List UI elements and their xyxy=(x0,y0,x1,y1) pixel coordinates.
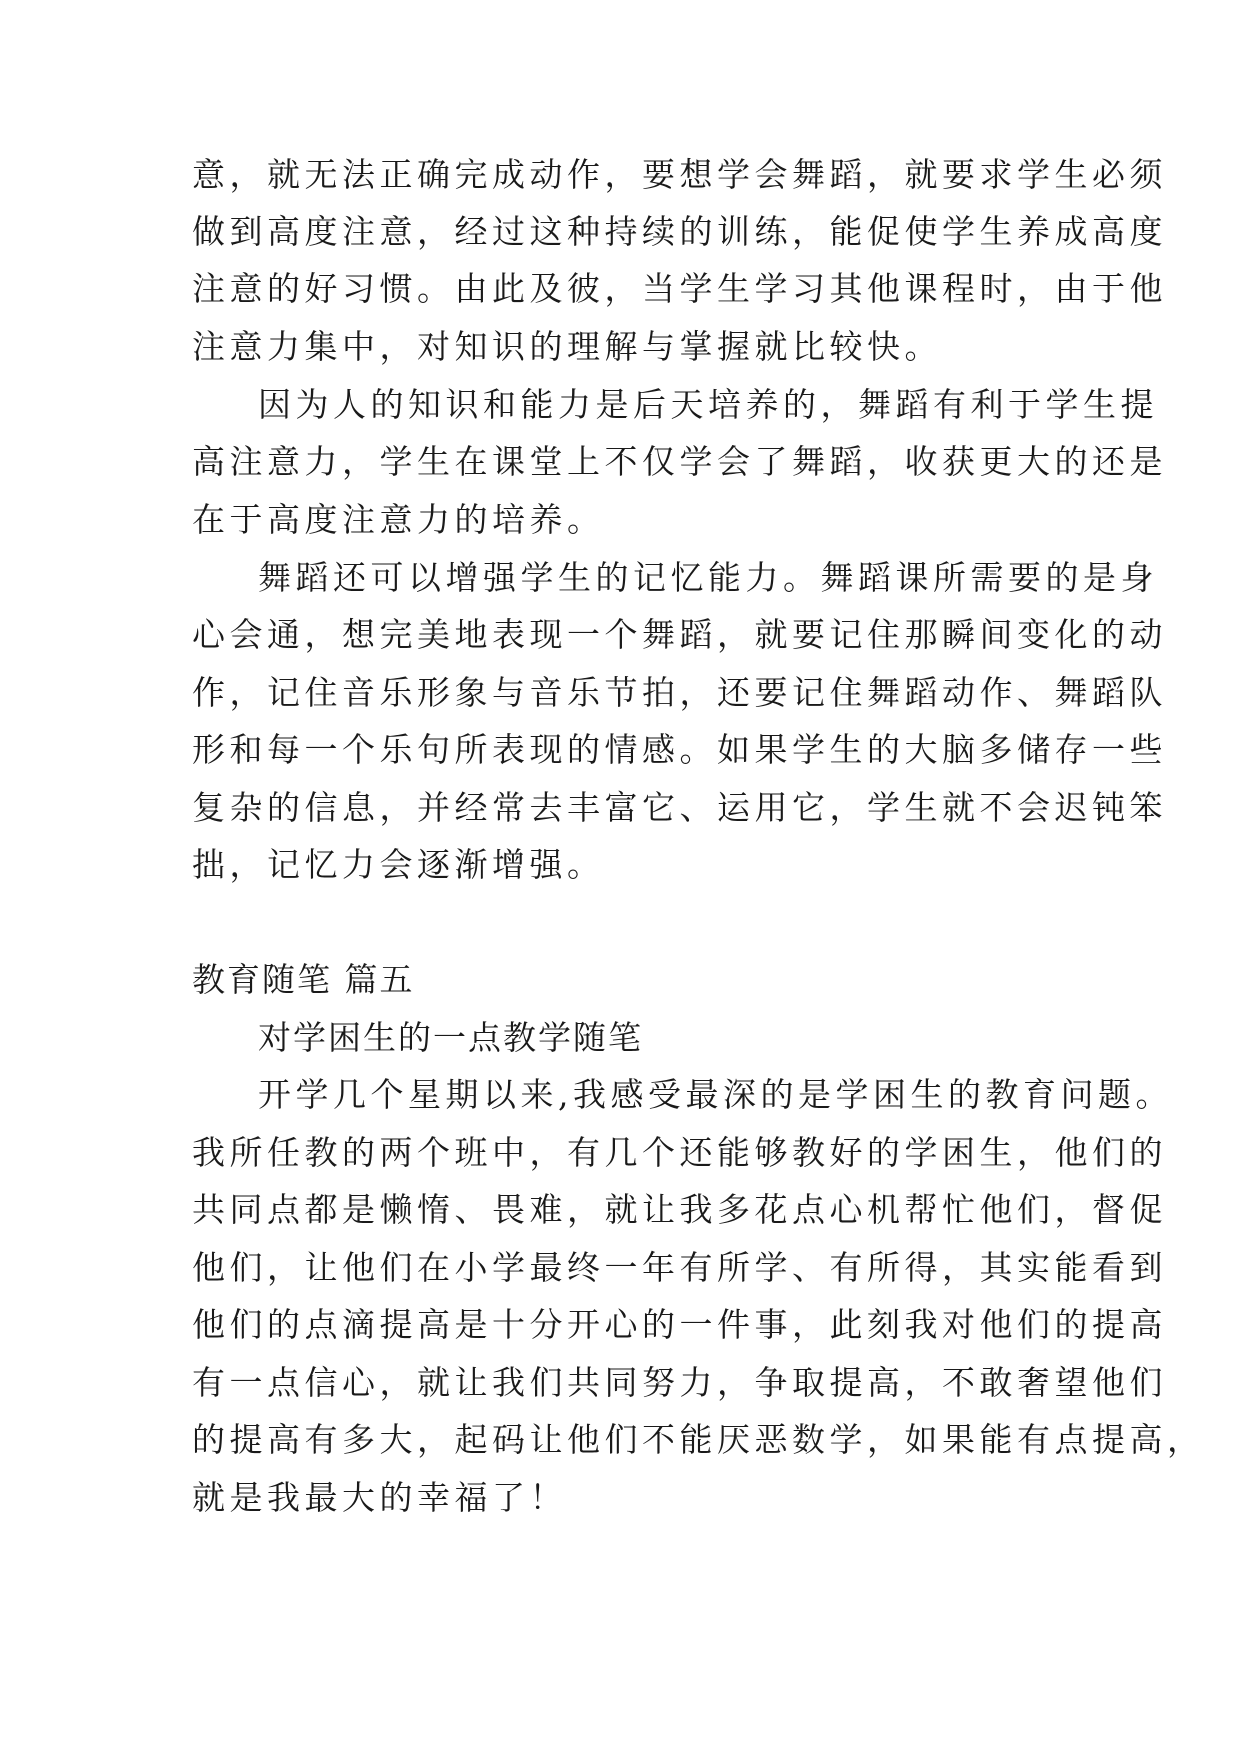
paragraph-line: 我所任教的两个班中，有几个还能够教好的学困生，他们的 xyxy=(192,1133,1167,1172)
paragraph-line: 注意力集中，对知识的理解与掌握就比较快。 xyxy=(192,327,942,366)
paragraph-line: 开学几个星期以来,我感受最深的是学困生的教育问题。 xyxy=(258,1075,1173,1114)
paragraph-line: 他们，让他们在小学最终一年有所学、有所得，其实能看到 xyxy=(192,1248,1167,1287)
paragraph-line: 心会通，想完美地表现一个舞蹈，就要记住那瞬间变化的动 xyxy=(192,615,1167,654)
paragraph-line: 作，记住音乐形象与音乐节拍，还要记住舞蹈动作、舞蹈队 xyxy=(192,673,1167,712)
paragraph-line: 注意的好习惯。由此及彼，当学生学习其他课程时，由于他 xyxy=(192,269,1167,308)
paragraph-line: 高注意力，学生在课堂上不仅学会了舞蹈，收获更大的还是 xyxy=(192,442,1167,481)
paragraph-line: 因为人的知识和能力是后天培养的，舞蹈有利于学生提 xyxy=(258,385,1158,424)
paragraph-line: 他们的点滴提高是十分开心的一件事，此刻我对他们的提高 xyxy=(192,1305,1167,1344)
essay-title: 对学困生的一点教学随笔 xyxy=(258,1018,643,1057)
paragraph-line: 复杂的信息，并经常去丰富它、运用它，学生就不会迟钝笨 xyxy=(192,788,1167,827)
paragraph-line: 拙，记忆力会逐渐增强。 xyxy=(192,845,605,884)
paragraph-line: 的提高有多大，起码让他们不能厌恶数学，如果能有点提高， xyxy=(192,1420,1205,1459)
paragraph-line: 舞蹈还可以增强学生的记忆能力。舞蹈课所需要的是身 xyxy=(258,558,1158,597)
section-heading: 教育随笔 篇五 xyxy=(192,960,415,999)
paragraph-line: 在于高度注意力的培养。 xyxy=(192,500,605,539)
paragraph-line: 就是我最大的幸福了！ xyxy=(192,1478,567,1517)
paragraph-line: 有一点信心，就让我们共同努力，争取提高，不敢奢望他们 xyxy=(192,1363,1167,1402)
paragraph-line: 意，就无法正确完成动作，要想学会舞蹈，就要求学生必须 xyxy=(192,155,1167,194)
paragraph-line: 做到高度注意，经过这种持续的训练，能促使学生养成高度 xyxy=(192,212,1167,251)
paragraph-line: 共同点都是懒惰、畏难，就让我多花点心机帮忙他们，督促 xyxy=(192,1190,1167,1229)
paragraph-line: 形和每一个乐句所表现的情感。如果学生的大脑多储存一些 xyxy=(192,730,1167,769)
